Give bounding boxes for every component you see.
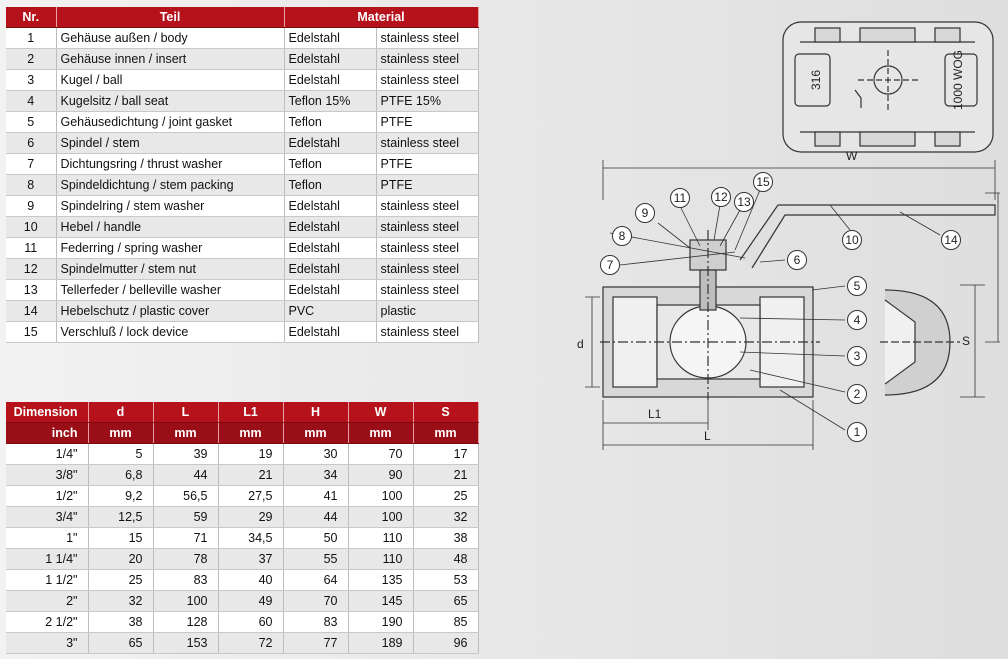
material-en: stainless steel xyxy=(376,133,478,154)
material-de: Edelstahl xyxy=(284,28,376,49)
dimension-cell: 100 xyxy=(348,486,413,507)
unit-cell: mm xyxy=(88,423,153,444)
material-en: plastic xyxy=(376,301,478,322)
material-en: stainless steel xyxy=(376,28,478,49)
part-name: Kugelsitz / ball seat xyxy=(56,91,284,112)
material-en: stainless steel xyxy=(376,280,478,301)
dimension-row xyxy=(6,633,478,654)
part-number: 13 xyxy=(6,280,56,301)
parts-row xyxy=(6,196,478,217)
material-de: Edelstahl xyxy=(284,238,376,259)
dimension-table xyxy=(6,402,479,654)
dimension-row xyxy=(6,591,478,612)
material-de: Teflon 15% xyxy=(284,91,376,112)
dimension-cell: 70 xyxy=(348,444,413,465)
material-de: Edelstahl xyxy=(284,217,376,238)
callout-number: 4 xyxy=(853,313,861,327)
part-number: 5 xyxy=(6,112,56,133)
parts-row xyxy=(6,301,478,322)
callout-number: 10 xyxy=(845,233,859,247)
dimension-cell: 90 xyxy=(348,465,413,486)
parts-header-row xyxy=(6,7,478,28)
part-number: 10 xyxy=(6,217,56,238)
dimension-cell: 32 xyxy=(88,591,153,612)
unit-cell: mm xyxy=(283,423,348,444)
dimension-cell: 153 xyxy=(153,633,218,654)
parts-row xyxy=(6,70,478,91)
material-de: Edelstahl xyxy=(284,280,376,301)
dimension-cell: 12,5 xyxy=(88,507,153,528)
material-en: PTFE xyxy=(376,175,478,196)
part-number: 2 xyxy=(6,49,56,70)
dimension-header-cell: S xyxy=(413,402,478,423)
dimension-cell: 41 xyxy=(283,486,348,507)
dimension-body xyxy=(6,444,478,654)
dimension-cell: 1/4" xyxy=(6,444,88,465)
part-number: 15 xyxy=(6,322,56,343)
dimension-header-row xyxy=(6,402,478,423)
dimension-row xyxy=(6,570,478,591)
dimension-cell: 128 xyxy=(153,612,218,633)
dimension-cell: 2 1/2" xyxy=(6,612,88,633)
material-de: Edelstahl xyxy=(284,70,376,91)
dimension-row xyxy=(6,486,478,507)
dimension-header-cell: d xyxy=(88,402,153,423)
dim-label-w: W xyxy=(846,149,858,163)
part-name: Hebel / handle xyxy=(56,217,284,238)
dimension-cell: 21 xyxy=(218,465,283,486)
parts-row xyxy=(6,133,478,154)
dimension-header-cell: H xyxy=(283,402,348,423)
dimension-cell: 34 xyxy=(283,465,348,486)
dimension-cell: 29 xyxy=(218,507,283,528)
dimension-cell: 71 xyxy=(153,528,218,549)
dimension-row xyxy=(6,507,478,528)
material-de: Edelstahl xyxy=(284,259,376,280)
dimension-cell: 38 xyxy=(413,528,478,549)
header-part: Teil xyxy=(56,7,284,28)
unit-cell: mm xyxy=(218,423,283,444)
parts-row xyxy=(6,175,478,196)
callout-number: 3 xyxy=(853,349,861,363)
callout-number: 13 xyxy=(737,195,751,209)
parts-row xyxy=(6,322,478,343)
dimension-cell: 19 xyxy=(218,444,283,465)
material-de: Edelstahl xyxy=(284,196,376,217)
dimension-cell: 15 xyxy=(88,528,153,549)
dimension-cell: 70 xyxy=(283,591,348,612)
dimension-header-cell: L1 xyxy=(218,402,283,423)
dimension-cell: 60 xyxy=(218,612,283,633)
header-material: Material xyxy=(284,7,478,28)
callout-number: 2 xyxy=(853,387,861,401)
dimension-cell: 3/4" xyxy=(6,507,88,528)
parts-row xyxy=(6,259,478,280)
part-name: Verschluß / lock device xyxy=(56,322,284,343)
part-name: Gehäuse innen / insert xyxy=(56,49,284,70)
dimension-cell: 37 xyxy=(218,549,283,570)
unit-cell: mm xyxy=(413,423,478,444)
parts-row xyxy=(6,238,478,259)
material-de: Edelstahl xyxy=(284,133,376,154)
dimension-cell: 110 xyxy=(348,549,413,570)
dimension-cell: 21 xyxy=(413,465,478,486)
callout-number: 14 xyxy=(944,233,958,247)
dimension-cell: 56,5 xyxy=(153,486,218,507)
dimension-cell: 2" xyxy=(6,591,88,612)
part-name: Tellerfeder / belleville washer xyxy=(56,280,284,301)
callout-number: 8 xyxy=(618,229,626,243)
material-en: PTFE xyxy=(376,112,478,133)
dimension-cell: 83 xyxy=(283,612,348,633)
material-de: Edelstahl xyxy=(284,322,376,343)
callout-number: 9 xyxy=(641,206,649,220)
dimension-cell: 17 xyxy=(413,444,478,465)
callout-number: 6 xyxy=(793,253,801,267)
dimension-cell: 6,8 xyxy=(88,465,153,486)
dimension-cell: 27,5 xyxy=(218,486,283,507)
dimension-cell: 135 xyxy=(348,570,413,591)
dimension-units-row xyxy=(6,423,478,444)
material-en: stainless steel xyxy=(376,322,478,343)
part-name: Hebelschutz / plastic cover xyxy=(56,301,284,322)
parts-table xyxy=(6,7,479,343)
dimension-cell: 25 xyxy=(413,486,478,507)
dimension-cell: 44 xyxy=(283,507,348,528)
dimension-cell: 34,5 xyxy=(218,528,283,549)
part-name: Spindelmutter / stem nut xyxy=(56,259,284,280)
dimension-row xyxy=(6,444,478,465)
dimension-cell: 44 xyxy=(153,465,218,486)
material-en: stainless steel xyxy=(376,196,478,217)
callout-number: 1 xyxy=(853,425,861,439)
callout-number: 5 xyxy=(853,279,861,293)
dimension-cell: 78 xyxy=(153,549,218,570)
material-de: Teflon xyxy=(284,175,376,196)
dimension-cell: 145 xyxy=(348,591,413,612)
dimension-cell: 53 xyxy=(413,570,478,591)
material-en: stainless steel xyxy=(376,259,478,280)
dimension-cell: 5 xyxy=(88,444,153,465)
dimension-cell: 189 xyxy=(348,633,413,654)
callout-number: 11 xyxy=(673,191,687,205)
parts-row xyxy=(6,217,478,238)
dimension-cell: 65 xyxy=(413,591,478,612)
dimension-cell: 1 1/2" xyxy=(6,570,88,591)
dimension-cell: 77 xyxy=(283,633,348,654)
dimension-cell: 1/2" xyxy=(6,486,88,507)
part-name: Spindel / stem xyxy=(56,133,284,154)
part-name: Spindeldichtung / stem packing xyxy=(56,175,284,196)
part-number: 6 xyxy=(6,133,56,154)
dimension-cell: 9,2 xyxy=(88,486,153,507)
unit-cell: inch xyxy=(6,423,88,444)
parts-row xyxy=(6,91,478,112)
part-number: 8 xyxy=(6,175,56,196)
part-number: 3 xyxy=(6,70,56,91)
header-nr: Nr. xyxy=(6,7,56,28)
dimension-header-cell: W xyxy=(348,402,413,423)
parts-row xyxy=(6,280,478,301)
dimension-cell: 72 xyxy=(218,633,283,654)
dimension-row xyxy=(6,528,478,549)
material-en: stainless steel xyxy=(376,217,478,238)
dimension-cell: 3/8" xyxy=(6,465,88,486)
dimension-cell: 25 xyxy=(88,570,153,591)
dimension-cell: 39 xyxy=(153,444,218,465)
part-number: 9 xyxy=(6,196,56,217)
material-en: stainless steel xyxy=(376,238,478,259)
dimension-header-cell: L xyxy=(153,402,218,423)
part-name: Spindelring / stem washer xyxy=(56,196,284,217)
part-name: Gehäuse außen / body xyxy=(56,28,284,49)
part-name: Kugel / ball xyxy=(56,70,284,91)
parts-row xyxy=(6,28,478,49)
dim-label-l1: L1 xyxy=(648,407,662,421)
body-mark-material: 316 xyxy=(809,69,823,91)
dimension-cell: 65 xyxy=(88,633,153,654)
part-number: 4 xyxy=(6,91,56,112)
material-en: stainless steel xyxy=(376,49,478,70)
material-de: PVC xyxy=(284,301,376,322)
dimension-cell: 55 xyxy=(283,549,348,570)
material-de: Edelstahl xyxy=(284,49,376,70)
dimension-cell: 48 xyxy=(413,549,478,570)
material-de: Teflon xyxy=(284,112,376,133)
part-name: Federring / spring washer xyxy=(56,238,284,259)
dimension-cell: 59 xyxy=(153,507,218,528)
dimension-cell: 38 xyxy=(88,612,153,633)
dimension-cell: 20 xyxy=(88,549,153,570)
callout-number: 12 xyxy=(714,190,728,204)
material-en: PTFE xyxy=(376,154,478,175)
part-name: Dichtungsring / thrust washer xyxy=(56,154,284,175)
unit-cell: mm xyxy=(153,423,218,444)
part-number: 11 xyxy=(6,238,56,259)
dimension-cell: 190 xyxy=(348,612,413,633)
part-number: 12 xyxy=(6,259,56,280)
dimension-header-cell: Dimension xyxy=(6,402,88,423)
dimension-row xyxy=(6,465,478,486)
material-de: Teflon xyxy=(284,154,376,175)
dimension-cell: 64 xyxy=(283,570,348,591)
part-number: 14 xyxy=(6,301,56,322)
dimension-cell: 30 xyxy=(283,444,348,465)
body-mark-pressure: 1000 WOG xyxy=(951,49,965,111)
dimension-cell: 85 xyxy=(413,612,478,633)
dim-label-l: L xyxy=(704,429,711,443)
callout-number: 15 xyxy=(756,175,770,189)
parts-row xyxy=(6,112,478,133)
dimension-cell: 1" xyxy=(6,528,88,549)
dimension-row xyxy=(6,612,478,633)
callout-number: 7 xyxy=(606,258,614,272)
dim-label-s: S xyxy=(962,334,971,348)
dimension-cell: 1 1/4" xyxy=(6,549,88,570)
dimension-cell: 96 xyxy=(413,633,478,654)
parts-row xyxy=(6,49,478,70)
dimension-cell: 3" xyxy=(6,633,88,654)
material-en: PTFE 15% xyxy=(376,91,478,112)
dimension-cell: 100 xyxy=(348,507,413,528)
dimension-cell: 110 xyxy=(348,528,413,549)
side-view xyxy=(600,205,995,400)
dimension-cell: 49 xyxy=(218,591,283,612)
dimension-cell: 100 xyxy=(153,591,218,612)
dimension-cell: 40 xyxy=(218,570,283,591)
part-number: 1 xyxy=(6,28,56,49)
part-name: Gehäusedichtung / joint gasket xyxy=(56,112,284,133)
parts-body xyxy=(6,28,478,343)
dimension-cell: 50 xyxy=(283,528,348,549)
part-number: 7 xyxy=(6,154,56,175)
dimension-row xyxy=(6,549,478,570)
material-en: stainless steel xyxy=(376,70,478,91)
valve-technical-drawing xyxy=(560,10,1000,450)
parts-row xyxy=(6,154,478,175)
dimension-cell: 83 xyxy=(153,570,218,591)
unit-cell: mm xyxy=(348,423,413,444)
dim-label-d: d xyxy=(577,337,584,351)
dimension-cell: 32 xyxy=(413,507,478,528)
